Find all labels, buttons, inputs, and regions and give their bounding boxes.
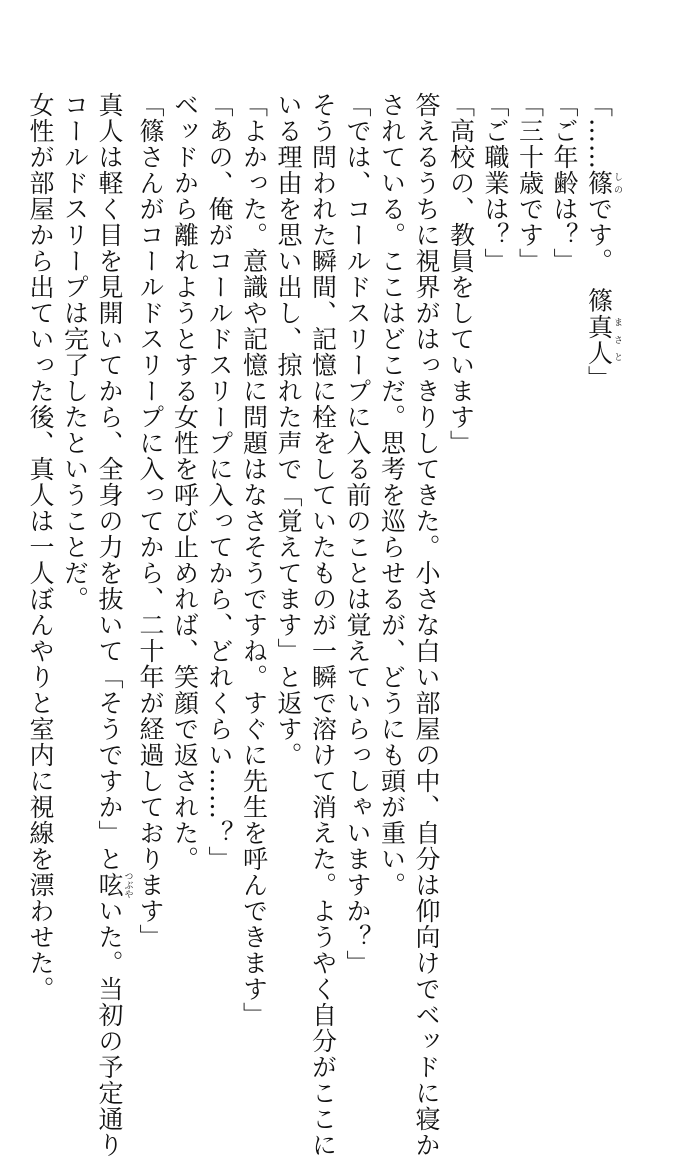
text-line-2: 「ご年齢は？」 xyxy=(550,92,579,274)
text-line-8: 「では、コールドスリープに入る前のことは覚えていらっしゃいますか？」 xyxy=(343,92,372,976)
ruby-shino: 篠しの xyxy=(584,170,622,196)
text-line-11: 「よかった。意識や記憶に問題はなさそうですね。すぐに先生を呼んできます」 xyxy=(239,92,269,1028)
text-line-10: いる理由を思い出し、掠れた声で「覚えてます」と返す。 xyxy=(274,92,303,768)
text-line-17: 女性が部屋から出ていった後、真人は一人ぼんやりと室内に視線を漂わせた。 xyxy=(26,92,55,1002)
text-line-15: 真人は軽く目を見開いてから、全身の力を抜いて「そうですか」と呟つぶやいた。当初の予定通り xyxy=(95,92,133,1158)
text-line-7: されている。ここはどこだ。思考を巡らせるが、どうにも頭が重い。 xyxy=(377,92,407,898)
text-line-14: 「篠さんがコールドスリープに入ってから、二十年が経過しております」 xyxy=(136,92,165,950)
ruby-masato: 真人まさと xyxy=(584,313,622,366)
text-line-1: 「……篠しのです。 篠真人まさと」 xyxy=(584,92,622,392)
text-line-3: 「三十歳です」 xyxy=(515,92,545,274)
text-line-5: 「高校の、教員をしています」 xyxy=(446,92,476,456)
ruby-tsubuyaku: 呟つぶや xyxy=(95,871,133,899)
text-line-4: 「ご職業は？」 xyxy=(481,92,510,274)
text-line-13: ベッドから離れようとする女性を呼び止めれば、笑顔で返された。 xyxy=(170,92,200,872)
text-line-12: 「あの、俺がコールドスリープに入ってから、どれくらい……？」 xyxy=(205,92,234,872)
text-line-6: 答えるうちに視界がはっきりしてきた。小さな白い部屋の中、自分は仰向けでベッドに寝か xyxy=(412,92,441,1158)
text-line-9: そう問われた瞬間、記憶に栓をしていたものが一瞬で溶けて消えた。ようやく自分がここに xyxy=(308,92,338,1158)
text-line-16: コールドスリープは完了したということだ。 xyxy=(60,92,90,612)
vertical-text-body xyxy=(23,92,623,1158)
